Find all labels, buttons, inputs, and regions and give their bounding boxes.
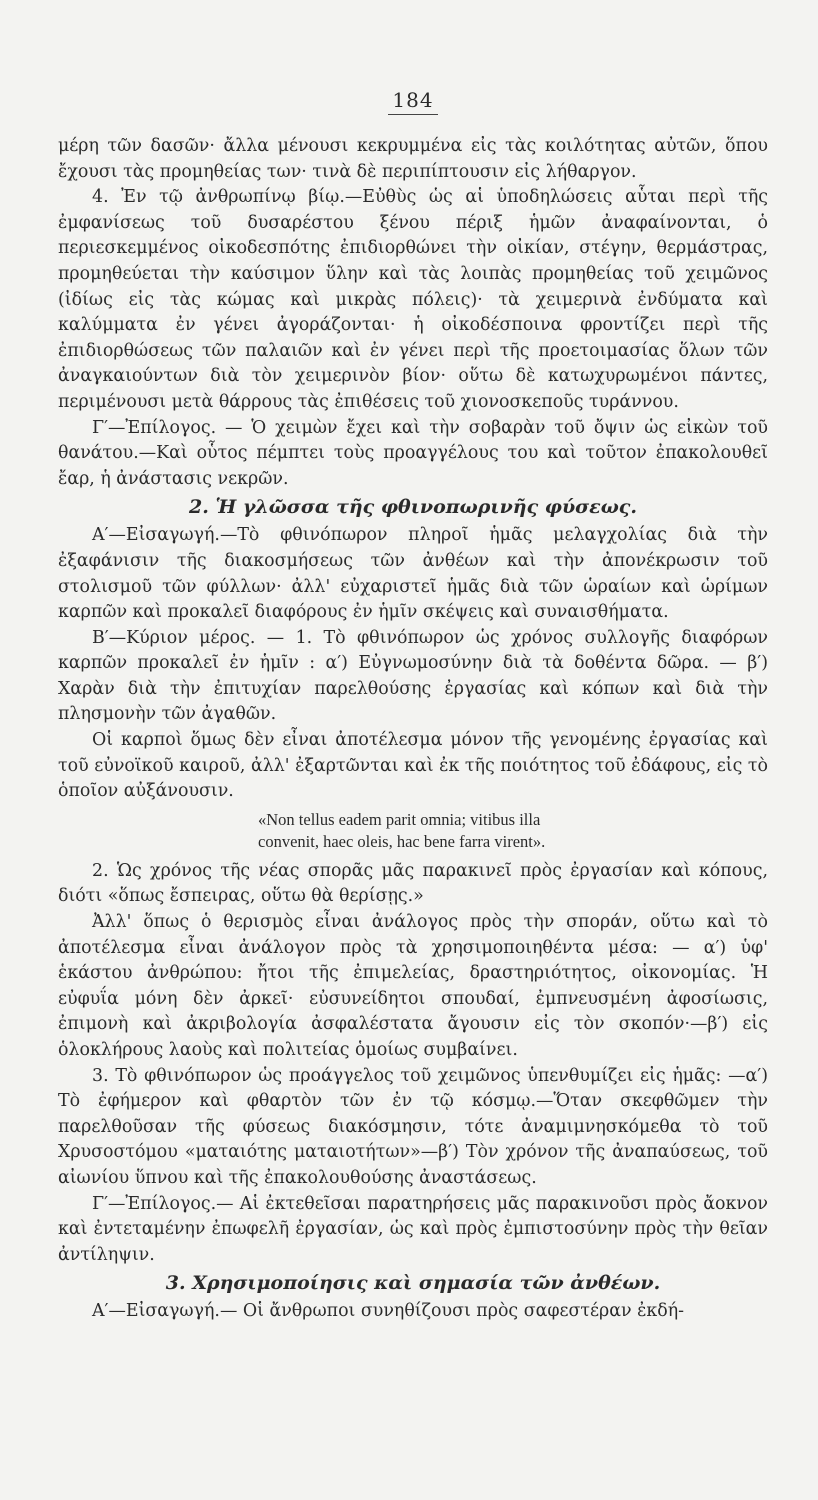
paragraph: Ἀλλ' ὅπως ὁ θερισμὸς εἶναι ἀνάλογος πρὸς τὴν σποράν, οὕτω καὶ τὸ ἀποτέλεσμα εἶναι ἀνάλογον πρὸς τὰ χρησιμοποιηθέντα μέσα: — α′) ὑφ' ἑκάστου ἀνθρώπου: ἤτοι τῆς ἐπιμελείας, δραστηριότητος, οἰκονομίας. Ἡ εὐφυΐα μόνη δὲν ἀρκεῖ· εὐσυνείδητοι σπουδαί, ἐμπνευσμένη ἀφοσίωσις, ἐπιμονὴ καὶ ἀκριβολογία ἀσφαλέστατα ἄγουσιν εἰς τὸν σκοπόν·—β′) εἰς ὁλοκλήρους λαοὺς καὶ πολιτείας ὁμοίως συμβαίνει.: [58, 912, 768, 1060]
paragraph: Α′—Εἰσαγωγή.—Τὸ φθινόπωρον πληροῖ ἡμᾶς μελαγχολίας διὰ τὴν ἐξαφάνισιν τῆς διακοσμήσεως τῶν ἀνθέων καὶ τὴν ἀπονέκρωσιν τοῦ στολισμοῦ τῶν φύλλων· ἀλλ' εὐχαριστεῖ ἡμᾶς διὰ τῶν ὡραίων καὶ ὡρίμων καρπῶν καὶ προκαλεῖ διαφόρους ἐν ἡμῖν σκέψεις καὶ συναισθήματα.: [58, 525, 768, 623]
section-heading: 2. Ἡ γλῶσσα τῆς φθινοπωρινῆς φύσεως.: [189, 496, 637, 519]
paragraph: Α′—Εἰσαγωγή.— Οἱ ἄνθρωποι συνηθίζουσι πρὸς σαφεστέραν ἐκδή-: [92, 1301, 685, 1322]
paragraph: Γ′—Ἐπίλογος. — Ὁ χειμὼν ἔχει καὶ τὴν σοβαρὰν τοῦ ὄψιν ὡς εἰκὼν τοῦ θανάτου.—Καὶ οὗτος πέμπτει τοὺς προαγγέλους του καὶ τοῦτον ἐπακολουθεῖ ἔαρ, ἡ ἀνάστασις νεκρῶν.: [58, 417, 768, 489]
paragraph: μέρη τῶν δασῶν· ἄλλα μένουσι κεκρυμμένα εἰς τὰς κοιλότητας αὐτῶν, ὅπου ἔχουσι τὰς προμηθείας των· τινὰ δὲ περιπίπτουσιν εἰς λήθαργον.: [58, 136, 768, 182]
paragraph: Β′—Κύριον μέρος. — 1. Τὸ φθινόπωρον ὡς χρόνος συλλογῆς διαφόρων καρπῶν προκαλεῖ ἐν ἡμῖν : α′) Εὐγνωμοσύνην διὰ τὰ δοθέντα δῶρα. — β′) Χαρὰν διὰ τὴν ἐπιτυχίαν παρελθούσης ἐργασίας καὶ κόπων καὶ διὰ τὴν πλησμονὴν τῶν ἀγαθῶν.: [58, 627, 768, 725]
page-number: 184: [58, 88, 768, 112]
quote-line: convenit, haec oleis, hac bene farra virent».: [258, 831, 546, 851]
paragraph: Οἱ καρποὶ ὅμως δὲν εἶναι ἀποτέλεσμα μόνον τῆς γενομένης ἐργασίας καὶ τοῦ εὐνοϊκοῦ καιροῦ, ἀλλ' ἐξαρτῶνται καὶ ἐκ τῆς ποιότητος τοῦ ἐδάφους, εἰς τὸ ὁποῖον αὐξάνουσιν.: [58, 730, 768, 802]
paragraph: 4. Ἐν τῷ ἀνθρωπίνῳ βίῳ.—Εὐθὺς ὡς αἱ ὑποδηλώσεις αὗται περὶ τῆς ἐμφανίσεως τοῦ δυσαρέστου ξένου πέριξ ἡμῶν ἀναφαίνονται, ὁ περιεσκεμμένος οἰκοδεσπότης ἐπιδιορθώνει τὴν οἰκίαν, στέγην, θερμάστρας, προμηθεύεται τὴν καύσιμον ὕλην καὶ τὰς λοιπὰς προμηθείας τοῦ χειμῶνος (ἰδίως εἰς τὰς κώμας καὶ μικρὰς πόλεις)· τὰ χειμερινὰ ἐνδύματα καὶ καλύμματα ἐν γένει ἀγοράζονται· ἡ οἰκοδέσποινα φροντίζει περὶ τῆς ἐπιδιορθώσεως τῶν παλαιῶν καὶ ἐν γένει περὶ τῆς προετοιμασίας ὅλων τῶν ἀναγκαιούντων διὰ τὸν χειμερινὸν βίον· οὕτω δὲ κατωχυρωμένοι πάντες, περιμένουσι μετὰ θάρρους τὰς ἐπιθέσεις τοῦ χιονοσκεποῦς τυράννου.: [58, 187, 768, 412]
quote-line: «Non tellus eadem parit omnia; vitibus illa: [258, 809, 541, 829]
paragraph: 3. Τὸ φθινόπωρον ὡς προάγγελος τοῦ χειμῶνος ὑπενθυμίζει εἰς ἡμᾶς: —α′) Τὸ ἐφήμερον καὶ φθαρτὸν τῶν ἐν τῷ κόσμῳ.—Ὅταν σκεφθῶμεν τὴν παρελθοῦσαν τῆς φύσεως διακόσμησιν, τότε ἀναμιμνησκόμεθα τὸ τοῦ Χρυσοστόμου «ματαιότης ματαιοτήτων»—β′) Τὸν χρόνον τῆς ἀναπαύσεως, τοῦ αἰωνίου ὕπνου καὶ τῆς ἐπακολουθούσης ἀναστάσεως.: [58, 1065, 768, 1188]
paragraph: 2. Ὡς χρόνος τῆς νέας σπορᾶς μᾶς παρακινεῖ πρὸς ἐργασίαν καὶ κόπους, διότι «ὅπως ἔσπειρας, οὕτω θὰ θερίσῃς.»: [58, 860, 768, 907]
page-body: [58, 134, 768, 1325]
latin-quote: [58, 809, 768, 853]
section-heading: 3. Χρησιμοποίησις καὶ σημασία τῶν ἀνθέων.: [165, 1272, 661, 1295]
paragraph: Γ′—Ἐπίλογος.— Αἱ ἐκτεθεῖσαι παρατηρήσεις μᾶς παρακινοῦσι πρὸς ἄοκνον καὶ ἐντεταμένην ἐπωφελῆ ἐργασίαν, ὡς καὶ πρὸς ἐμπιστοσύνην πρὸς τὴν θεῖαν ἀντίληψιν.: [58, 1193, 768, 1265]
